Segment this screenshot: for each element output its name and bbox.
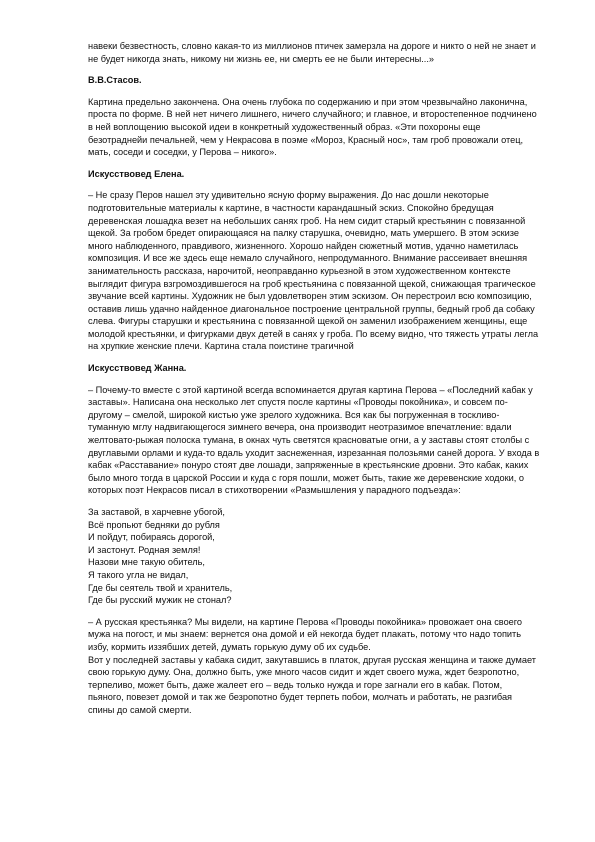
elena-paragraph: – Не сразу Перов нашел эту удивительно ясную форму выражения. До нас дошли некоторые подготовительные материалы к картине, в частности карандашный эскиз. Спокойно бредущая деревенская лошадка везет на небольших санях гроб. На нем сидит старый крестьянин с повязанной щекой. За гробом бредет опирающаяся на палку старушка, очевидно, мать умершего. В этом эскизе много наблюденного, правдивого, жизненного. Хорошо найден сюжетный мотив, удачно наметилась композиция. И все же здесь еще немало случайного, непродуманного. Внимание рассеивает внешняя занимательность рассказа, нарочитой, неоправданно курьезной в этом художественном контексте выглядит фигура взгромоздившегося на гроб крестьянина с повязанной щекой, снижающая трагическое звучание всей картины. Художник не был удовлетворен этим эскизом. Он перестроил всю композицию, оставив лишь удачно найденное диагональное построение центральной группы, бедный гроб да собаку слева. Фигуры старушки и крестьянина с повязанной щекой он заменил изображением женщины, еще молодой крестьянки, и фигурками двух детей в санях у гроба. По всему видно, что тяжесть утраты легла на хрупкие женские плечи. Картина стала поистине трагичной <box>88 190 539 352</box>
peasant-paragraph: – А русская крестьянка? Мы видели, на картине Перова «Проводы покойника» провожает она своего мужа на погост, и мы знаем: вернется она домой и ей некогда будет плакать, потому что надо топить избу, кормить иззябших детей, думать горькую думу об их судьбе. <box>88 616 523 652</box>
zhanna-paragraph: – Почему-то вместе с этой картиной всегда вспоминается другая картина Перова – «Последний кабак у заставы». Написана она несколько лет спустя после картины «Проводы покойника», и совсем по-другому – смелой, широкой кистью уже зрелого художника. Вся как бы погруженная в тоскливо-туманную мглу надвигающегося зимнего вечера, она производит неотразимое впечатление: вдали желтовато-рыжая полоска тумана, в окнах чуть светятся красноватые огни, а у заставы стоят столбы с двуглавыми орлами и куда-то вдаль уходит заснеженная, изрезанная полозьями саней дорога. У входа в кабак «Расставание» понуро стоят две лошади, запряженные в крестьянские дровни. Это кабак, каких было много тогда в царской России и куда с горя пошли, может быть, такие же деревенские ходоки, о которых поэт Некрасов писал в стихотворении «Размышления у парадного подъезда»: <box>88 384 540 496</box>
poem-quote: За заставой, в харчевне убогой, Всё пропьют бедняки до рубля И пойдут, побираясь дорогой, И застонут. Родная земля! Назови мне такую обитель, Я такого угла не видал, Где бы сеятель твой и хранитель, Где бы русский мужик не стонал? <box>88 507 233 606</box>
heading-elena: Искусствовед Елена. <box>88 168 185 179</box>
closing-paragraph: Вот у последней заставы у кабака сидит, закутавшись в платок, другая русская женщина и также думает свою горькую думу. Она, должно быть, уже много часов сидит и ждет своего мужа, ждет безропотно, терпеливо, может быть, даже жалеет его – ведь только нужда и горе загнали его в кабак. Потом, пьяного, повезет домой и так же безропотно будет терпеть побои, молчать и работать, не разгибая спины до самой смерти. <box>88 654 536 715</box>
intro-paragraph: навеки безвестность, словно какая-то из миллионов птичек замерзла на дороге и никто о ней не знает и не будет никогда знать, никому ни жизнь ее, ни смерть ее не были интересны...» <box>88 41 536 64</box>
stasov-paragraph: Картина предельно закончена. Она очень глубока по содержанию и при этом чрезвычайно лаконична, проста по форме. В ней нет ничего лишнего, ничего случайного; и главное, и второстепенное подчинено в ней воплощению высокой идеи в конкретный художественный образ. «Эти похороны еще безотраднейи печальней, чем у Некрасова в поэме «Мороз, Красный нос», там гроб провожали отец, мать, соседи и соседки, у Перова – никого». <box>88 96 537 158</box>
heading-stasov: В.В.Стасов. <box>88 75 142 86</box>
heading-zhanna: Искусствовед Жанна. <box>88 363 187 374</box>
document-page <box>88 40 540 717</box>
